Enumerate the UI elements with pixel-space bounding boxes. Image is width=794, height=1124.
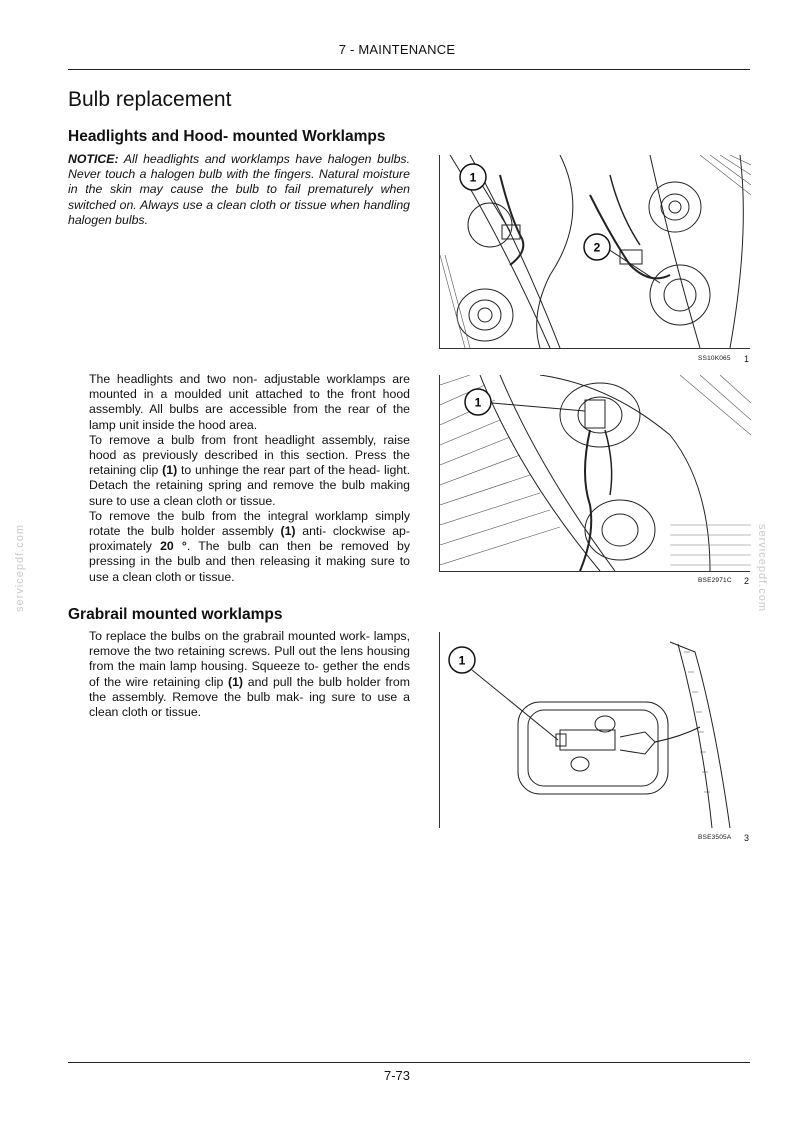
page-title: Bulb replacement	[68, 88, 232, 111]
figure-2-baseline	[439, 571, 750, 572]
figure-1-illustration	[439, 155, 751, 348]
figure-3-illustration	[439, 632, 751, 828]
section-heading-headlights: Headlights and Hood- mounted Worklamps	[68, 128, 386, 145]
angle-value: 20 °	[160, 539, 187, 554]
running-header: 7 - MAINTENANCE	[338, 42, 456, 57]
page-number: 7-73	[383, 1068, 411, 1083]
section-heading-grabrail: Grabrail mounted worklamps	[68, 606, 283, 623]
grabrail-worklamp-drawing	[440, 632, 751, 828]
ref-callout: (1)	[162, 463, 178, 478]
figure-2-number: 2	[744, 576, 750, 586]
ref-callout: (1)	[280, 524, 296, 539]
watermark-right: servicepdf.com	[755, 524, 768, 612]
worklamp-bulb-holder-drawing	[440, 375, 751, 571]
header-rule	[68, 69, 750, 70]
figure-3-code: BSE3505A	[698, 834, 732, 841]
notice-label: NOTICE:	[68, 152, 119, 166]
footer-rule	[68, 1062, 750, 1063]
figure-1-code: SS10K065	[698, 355, 731, 362]
paragraph-worklamp-removal: To remove the bulb from the integral worklamp simply rotate the bulb holder assembly (1) anti- clockwise ap- proximately 20 °. The bulb can then be removed by pressing in the bulb and then releasing it making sure to use a clean cloth or tissue.	[89, 508, 410, 584]
callout-label: 1	[469, 170, 477, 185]
ref-callout: (1)	[228, 674, 244, 689]
figure-1-number: 1	[744, 354, 750, 364]
watermark-left: servicepdf.com	[13, 524, 26, 612]
callout-label: 2	[593, 240, 601, 255]
notice-paragraph	[68, 152, 410, 228]
paragraph-headlight-removal: To remove a bulb from front headlight assembly, raise hood as previously described in this section. Press the retaining clip (1) to unhinge the rear part of the head- light. Detach the retaining spring and remove the bulb making sure to use a clean cloth or tissue.	[89, 432, 410, 508]
figure-3-number: 3	[744, 833, 750, 843]
headlight-instructions	[89, 372, 410, 585]
callout-label: 1	[458, 653, 466, 668]
figure-2-code: BSE2971C	[698, 577, 732, 584]
figure-1-baseline	[439, 348, 750, 349]
paragraph-mounting: The headlights and two non- adjustable worklamps are mounted in a moulded unit attached to the front hood assembly. All bulbs are accessible from the rear of the lamp unit inside the hood area.	[89, 372, 410, 432]
callout-label: 1	[474, 395, 482, 410]
notice-text: All headlights and worklamps have halogen bulbs. Never touch a halogen bulb with the fingers. Natural moisture in the skin may cause the bulb to fail prematurely when switched on. Always use a clean cloth or tissue when handling halogen bulbs.	[68, 152, 410, 227]
figure-2-illustration	[439, 375, 751, 571]
headlight-rear-drawing	[440, 155, 751, 348]
grabrail-instructions: To replace the bulbs on the grabrail mounted work- lamps, remove the two retaining screws. Pull out the lens housing from the main lamp housing. Squeeze to- gether the ends of the wire retaining clip (1) and pull the bulb holder from the assembly. Remove the bulb mak- ing sure to use a clean cloth or tissue.	[89, 629, 410, 720]
